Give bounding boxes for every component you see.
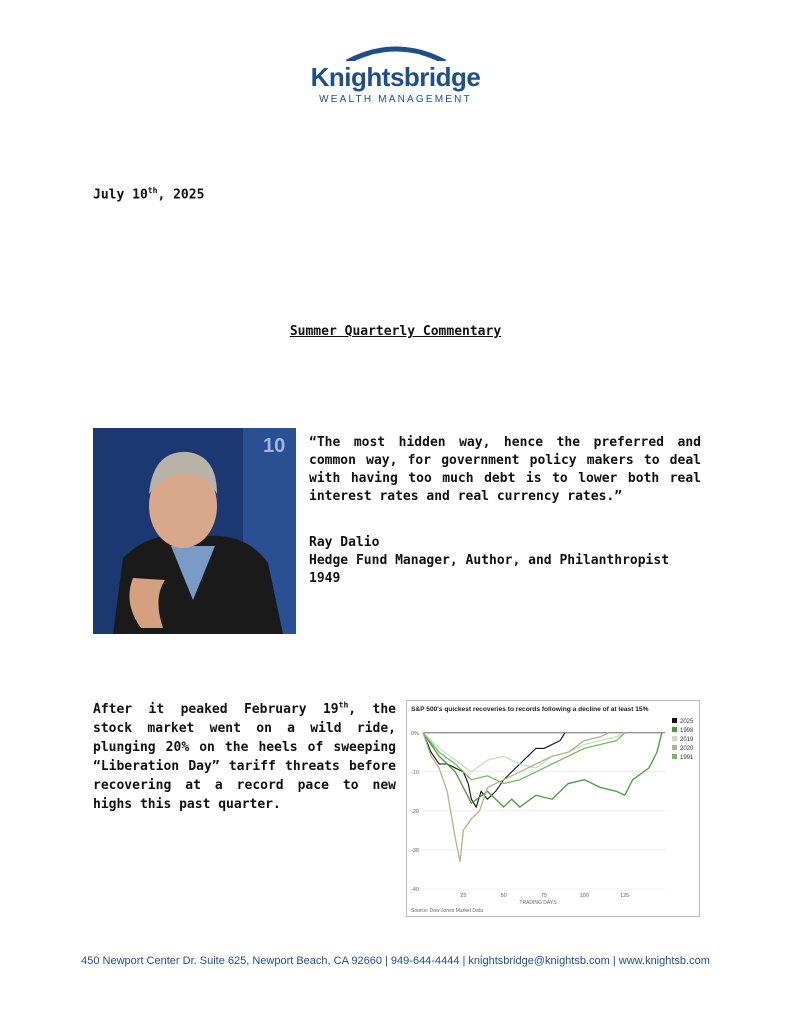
x-tick-label: 75 [540,893,548,899]
legend-swatch-1998 [672,727,677,732]
legend-swatch-2019 [672,736,677,741]
document-title: Summer Quarterly Commentary [289,324,502,339]
chart-source: Source: Dow Jones Market Data [411,908,483,914]
speaker-photo [93,428,296,634]
commentary-paragraph: After it peaked February 19th, the stock market went on a wild ride, plunging 20% on the heels of sweeping “Liberation Day” tariff threats before recovering at a record pace to new highs this past quarter. [93,700,396,812]
company-logo [300,42,491,120]
chart-title: S&P 500's quickest recoveries to records following a decline of at least 15% [411,706,649,713]
author-year: 1949 [309,571,341,586]
x-tick-label: 25 [460,893,467,899]
x-tick-label: 50 [500,893,507,899]
series-line-2025 [423,733,565,807]
author-name: Ray Dalio [309,535,380,550]
legend-swatch-2020 [672,745,677,750]
brand-name: Knightsbridge [310,62,481,92]
legend-label-1991: 1991 [680,755,694,761]
legend-label-2020: 2020 [680,746,694,752]
y-tick-label: -40 [411,887,419,893]
legend-label-1998: 1998 [680,728,694,734]
legend-swatch-1991 [672,754,677,759]
quote-text: “The most hidden way, hence the preferred and common way, for government policy makers to deal with having too much debt is to lower both real interest rates and real currency rates.” [309,435,701,504]
series-line-2020 [423,733,609,862]
recovery-chart [406,700,700,917]
x-axis-label: TRADING DAYS [519,900,557,906]
legend-label-2025: 2025 [680,719,694,725]
legend-label-2019: 2019 [680,737,694,743]
x-tick-label: 100 [579,893,589,899]
brand-subtitle: WEALTH MANAGEMENT [319,94,472,105]
bridge-arcs-logo-icon [341,42,451,64]
y-tick-label: -30 [411,847,419,854]
y-tick-label: -20 [411,808,419,815]
legend-swatch-2025 [672,718,677,723]
quote-attribution [309,534,709,588]
svg-text:10: 10 [263,435,286,457]
author-role: Hedge Fund Manager, Author, and Philanthropist [309,553,670,568]
document-date: July 10th, 2025 [93,186,205,203]
y-tick-label: 0% [411,730,419,737]
footer-contact: 450 Newport Center Dr. Suite 625, Newport Beach, CA 92660 | 949-644-4444 | knightsbridge@knightsb.com | www.knightsb.com [81,955,710,967]
y-tick-label: -10 [411,769,419,776]
x-tick-label: 125 [620,893,630,899]
